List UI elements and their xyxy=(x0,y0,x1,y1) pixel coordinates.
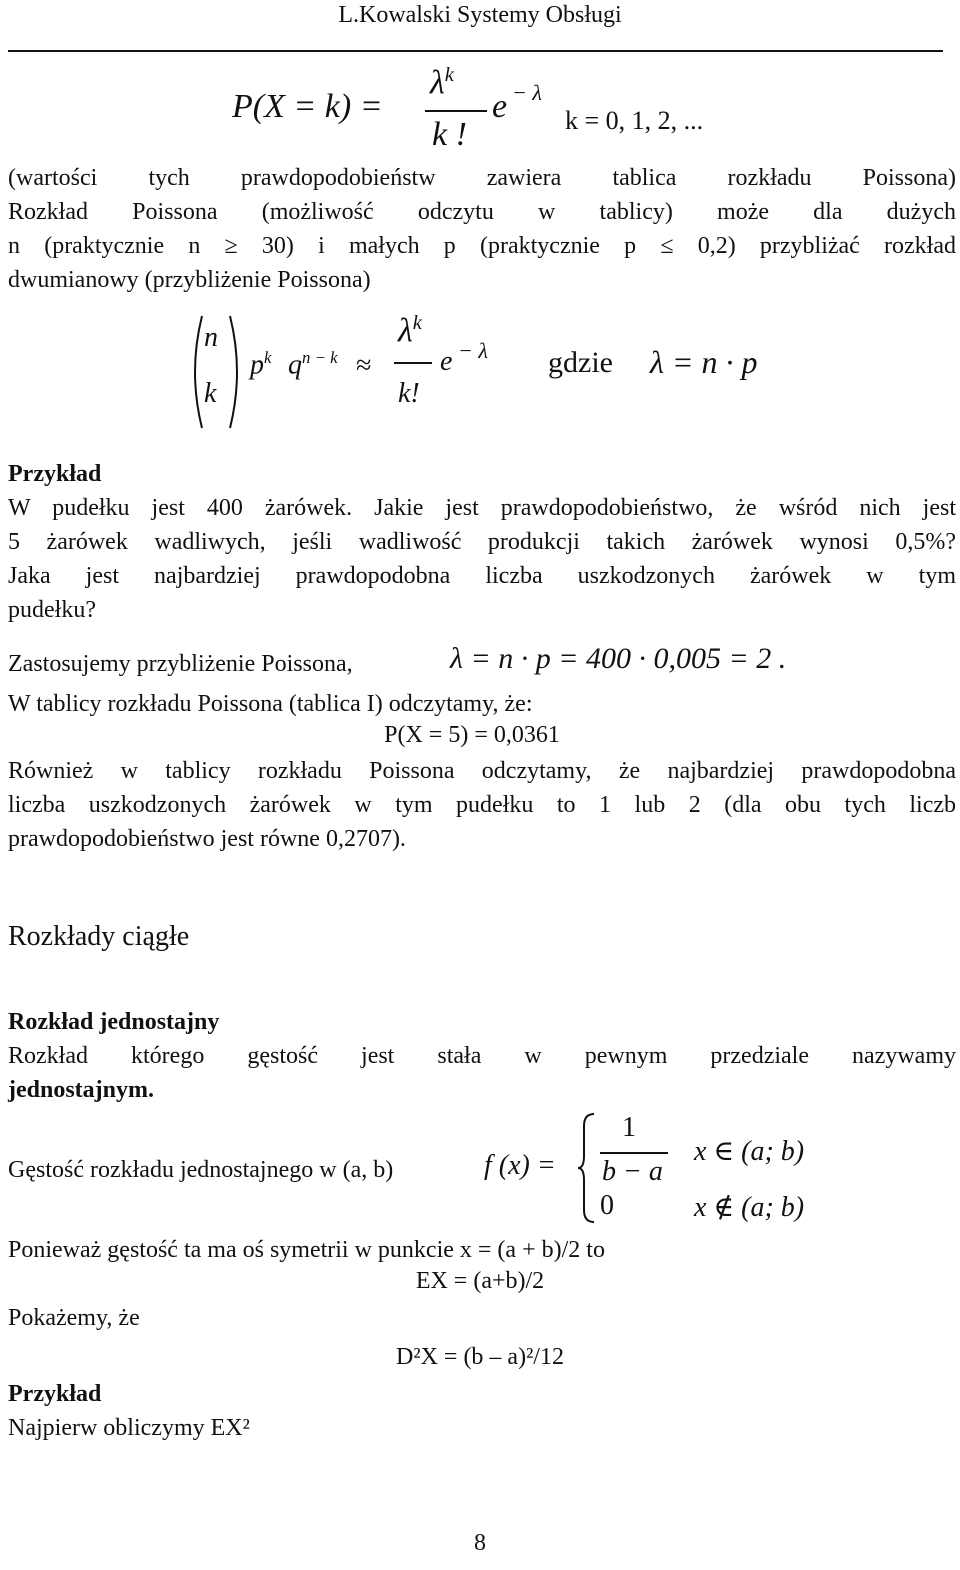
formula2-fraction-bar xyxy=(394,362,432,364)
page-number: 8 xyxy=(474,1530,486,1556)
conclusion-line-3: prawdopodobieństwo jest równe 0,2707). xyxy=(8,826,406,852)
expected-value: EX = (a+b)/2 xyxy=(415,1268,545,1294)
variance-formula: D²X = (b – a)²/12 xyxy=(396,1344,564,1370)
formula1-lhs: P(X = k) = xyxy=(232,88,383,125)
example1-line-4: pudełku? xyxy=(8,597,96,623)
right-paren-icon xyxy=(226,314,246,430)
density-zero: 0 xyxy=(600,1190,614,1221)
example1-line-3: Jaka jest najbardziej prawdopodobna liczba uszkodzonych żarówek w tym xyxy=(8,563,956,589)
where-label: gdzie xyxy=(548,346,613,379)
intro-line-3: n (praktycznie n ≥ 30) i małych p (praktycznie p ≤ 0,2) przybliżać rozkład xyxy=(8,233,956,259)
binom-k: k xyxy=(204,378,217,409)
formula1-numerator: $\lambda^k$ xyxy=(430,64,454,102)
uniform-definition: Rozkład którego gęstość jest stała w pewnym przedziale nazywamy xyxy=(8,1043,956,1069)
formula1-fraction-bar xyxy=(425,110,487,112)
table-text: W tablicy rozkładu Poissona (tablica I) odczytamy, że: xyxy=(8,691,533,717)
density-fraction-bar xyxy=(600,1152,668,1154)
binom-p: $p^k$ xyxy=(250,348,272,381)
intro-line-1: (wartości tych prawdopodobieństw zawiera tablica rozkładu Poissona) xyxy=(8,165,956,191)
show-text: Pokażemy, że xyxy=(8,1305,140,1331)
example1-line-2: 5 żarówek wadliwych, jeśli wadliwość produkcji takich żarówek wynosi 0,5%? xyxy=(8,529,956,555)
example1-line-1: W pudełku jest 400 żarówek. Jakie jest prawdopodobieństwo, że wśród nich jest xyxy=(8,495,956,521)
left-paren-icon xyxy=(186,314,206,430)
conclusion-line-2: liczba uszkodzonych żarówek w tym pudełku to 1 lub 2 (dla obu tych liczb xyxy=(8,792,956,818)
density-one: 1 xyxy=(622,1112,636,1143)
formula1-denominator: k ! xyxy=(432,116,467,153)
symmetry-text: Ponieważ gęstość ta ma oś symetrii w punkcie x = (a + b)/2 to xyxy=(8,1237,605,1263)
binom-q: $q^{n - k}$ xyxy=(288,348,338,381)
lambda-definition: λ = n · p xyxy=(650,344,758,380)
uniform-definition-bold: jednostajnym. xyxy=(8,1077,155,1103)
condition-not-in: x ∉ (a; b) xyxy=(694,1192,805,1223)
poisson-result: P(X = 5) = 0,0361 xyxy=(384,722,560,748)
binom-e: e xyxy=(440,346,453,377)
example2-line: Najpierw obliczymy EX² xyxy=(8,1415,250,1441)
intro-line-4: dwumianowy (przybliżenie Poissona) xyxy=(8,267,371,293)
density-b-minus-a: b − a xyxy=(602,1156,663,1187)
binom-lambda-power: $\lambda^k$ xyxy=(398,312,422,350)
page-header: L.Kowalski Systemy Obsługi xyxy=(338,2,622,28)
apply-text: Zastosujemy przybliżenie Poissona, xyxy=(8,651,353,677)
density-text: Gęstość rozkładu jednostajnego w (a, b) xyxy=(8,1157,394,1183)
example1-heading: Przykład xyxy=(8,461,102,487)
density-f: f (x) = xyxy=(484,1150,556,1181)
conclusion-line-1: Również w tablicy rozkładu Poissona odczytamy, że najbardziej prawdopodobna xyxy=(8,758,956,784)
left-brace-icon xyxy=(576,1112,598,1224)
binom-e-exponent: − λ xyxy=(458,338,488,363)
approx-sign: ≈ xyxy=(356,350,372,381)
formula1-e-exponent: − λ xyxy=(512,80,542,105)
binom-n: n xyxy=(204,322,218,353)
formula1-range: k = 0, 1, 2, ... xyxy=(565,106,704,135)
uniform-heading: Rozkład jednostajny xyxy=(8,1009,220,1035)
example2-heading: Przykład xyxy=(8,1381,102,1407)
header-rule xyxy=(8,50,943,52)
apply-formula: λ = n · p = 400 · 0,005 = 2 . xyxy=(450,642,787,675)
binom-k-factorial: k! xyxy=(398,378,420,409)
intro-line-2: Rozkład Poissona (możliwość odczytu w tablicy) może dla dużych xyxy=(8,199,956,225)
section-title: Rozkłady ciągłe xyxy=(8,921,190,952)
condition-in: x ∈ (a; b) xyxy=(694,1136,805,1167)
formula1-e: e xyxy=(492,88,508,125)
